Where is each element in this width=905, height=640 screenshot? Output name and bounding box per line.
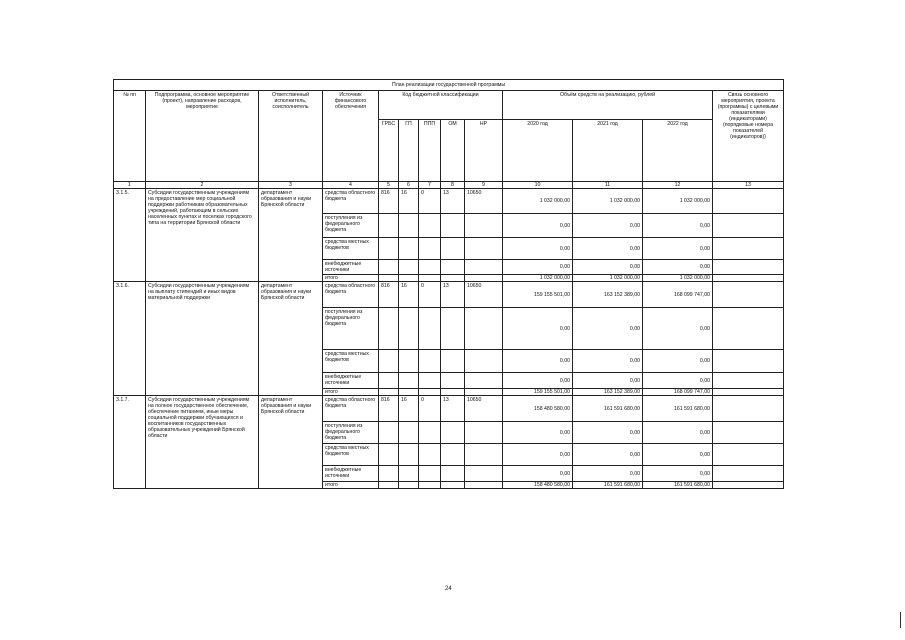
- code-grbs: [379, 373, 399, 389]
- indicator-link: [713, 214, 784, 238]
- code-gp: [399, 482, 419, 489]
- header-grbs: ГРБС: [379, 120, 399, 182]
- amount-2022: 1 032 000,00: [643, 189, 713, 214]
- code-gp: 16: [399, 189, 419, 214]
- amount-2022: 0,00: [643, 373, 713, 389]
- code-ppp: [419, 214, 441, 238]
- indicator-link: [713, 260, 784, 275]
- code-nr: [465, 373, 503, 389]
- source-extra: внебюджетные источники: [323, 373, 379, 389]
- code-gp: [399, 350, 419, 373]
- source-local: средства местных бюджетов: [323, 350, 379, 373]
- amount-2020: 0,00: [503, 214, 573, 238]
- code-ppp: [419, 482, 441, 489]
- amount-2021: 0,00: [573, 214, 643, 238]
- col-number: 13: [713, 182, 784, 189]
- col-number: 1: [114, 182, 146, 189]
- header-gp: ГП: [399, 120, 419, 182]
- source-local: средства местных бюджетов: [323, 238, 379, 260]
- code-om: [441, 350, 465, 373]
- code-ppp: 0: [419, 189, 441, 214]
- code-gp: [399, 466, 419, 482]
- code-nr: 10650: [465, 189, 503, 214]
- amount-2020: 159 155 501,00: [503, 282, 573, 308]
- code-nr: [465, 260, 503, 275]
- code-ppp: [419, 373, 441, 389]
- source-extra: внебюджетные источники: [323, 466, 379, 482]
- amount-2020: 1 032 000,00: [503, 275, 573, 282]
- source-total: итого: [323, 482, 379, 489]
- code-ppp: [419, 422, 441, 444]
- amount-2021: 0,00: [573, 373, 643, 389]
- code-grbs: [379, 466, 399, 482]
- code-ppp: [419, 238, 441, 260]
- code-om: 13: [441, 189, 465, 214]
- amount-2022: 1 032 000,00: [643, 275, 713, 282]
- amount-2021: 1 032 000,00: [573, 189, 643, 214]
- code-gp: [399, 308, 419, 350]
- code-nr: [465, 482, 503, 489]
- code-ppp: [419, 275, 441, 282]
- code-grbs: 816: [379, 282, 399, 308]
- amount-2022: 161 591 680,00: [643, 482, 713, 489]
- amount-2021: 163 152 389,00: [573, 282, 643, 308]
- col-number: 5: [379, 182, 399, 189]
- indicator-link: [713, 444, 784, 466]
- header-2022: 2022 год: [643, 120, 713, 182]
- code-grbs: [379, 260, 399, 275]
- col-number: 8: [441, 182, 465, 189]
- code-grbs: [379, 214, 399, 238]
- code-om: [441, 422, 465, 444]
- indicator-link: [713, 422, 784, 444]
- header-executor: Ответственный исполнитель, соисполнитель: [259, 91, 323, 182]
- source-regional: средства областного бюджета: [323, 282, 379, 308]
- executor: департамент образования и науки Брянской области: [259, 396, 323, 489]
- source-local: средства местных бюджетов: [323, 444, 379, 466]
- code-om: 13: [441, 282, 465, 308]
- indicator-link: [713, 389, 784, 396]
- code-ppp: [419, 260, 441, 275]
- row-number: 3.1.6.: [114, 282, 146, 396]
- header-nr: НР: [465, 120, 503, 182]
- code-nr: [465, 238, 503, 260]
- amount-2020: 158 480 580,00: [503, 482, 573, 489]
- amount-2020: 158 480 580,00: [503, 396, 573, 422]
- header-source: Источник финансового обеспечения: [323, 91, 379, 182]
- amount-2021: 0,00: [573, 444, 643, 466]
- page-number: 24: [445, 586, 452, 592]
- code-om: 13: [441, 396, 465, 422]
- measure-name: Субсидии государственным учреждениям на выплату стипендий и иных видов материальной поддержки: [146, 282, 259, 396]
- header-ppp: ППП: [419, 120, 441, 182]
- code-om: [441, 308, 465, 350]
- amount-2022: 0,00: [643, 260, 713, 275]
- col-number: 3: [259, 182, 323, 189]
- col-number: 2: [146, 182, 259, 189]
- code-nr: 10650: [465, 282, 503, 308]
- col-number: 10: [503, 182, 573, 189]
- measure-name: Субсидии государственным учреждениям на полное государственное обеспечение, обеспечение питанием, иные меры социальной поддержки обучающихся и воспитанников государственных образовательных учреждений Брянской области: [146, 396, 259, 489]
- amount-2021: 0,00: [573, 466, 643, 482]
- column-numbers-row: [114, 182, 784, 189]
- indicator-link: [713, 482, 784, 489]
- amount-2021: 1 032 000,00: [573, 275, 643, 282]
- amount-2022: 0,00: [643, 308, 713, 350]
- code-grbs: [379, 350, 399, 373]
- source-federal: поступления из федерального бюджета: [323, 308, 379, 350]
- amount-2021: 0,00: [573, 260, 643, 275]
- code-gp: [399, 275, 419, 282]
- code-gp: [399, 260, 419, 275]
- measure-name: Субсидии государственным учреждениям на предоставление мер социальной поддержки работникам образовательных учреждений, работающим в сельских населенных пунктах и поселках городского типа на территории Брянской области: [146, 189, 259, 282]
- plan-table: [113, 79, 784, 489]
- amount-2020: 159 155 501,00: [503, 389, 573, 396]
- amount-2020: 0,00: [503, 444, 573, 466]
- code-om: [441, 466, 465, 482]
- header-om: ОМ: [441, 120, 465, 182]
- code-om: [441, 389, 465, 396]
- code-gp: [399, 238, 419, 260]
- code-grbs: 816: [379, 396, 399, 422]
- amount-2022: 0,00: [643, 444, 713, 466]
- code-ppp: [419, 466, 441, 482]
- amount-2021: 0,00: [573, 238, 643, 260]
- code-nr: [465, 275, 503, 282]
- amount-2022: 0,00: [643, 214, 713, 238]
- col-number: 11: [573, 182, 643, 189]
- source-federal: поступления из федерального бюджета: [323, 214, 379, 238]
- indicator-link: [713, 396, 784, 422]
- code-gp: [399, 214, 419, 238]
- code-grbs: [379, 444, 399, 466]
- code-om: [441, 214, 465, 238]
- col-number: 12: [643, 182, 713, 189]
- header-link: Связь основного мероприятия, проекта (программы) с целевыми показателями (индикаторами) (порядковые номера показателей (индикаторов)): [713, 91, 784, 182]
- code-om: [441, 373, 465, 389]
- amount-2022: 0,00: [643, 350, 713, 373]
- code-ppp: [419, 308, 441, 350]
- code-gp: [399, 444, 419, 466]
- amount-2021: 0,00: [573, 350, 643, 373]
- code-grbs: [379, 308, 399, 350]
- code-nr: [465, 444, 503, 466]
- code-om: [441, 275, 465, 282]
- header-budget-code: Код бюджетной классификации: [379, 91, 503, 120]
- code-nr: [465, 389, 503, 396]
- executor: департамент образования и науки Брянской области: [259, 189, 323, 282]
- code-ppp: 0: [419, 396, 441, 422]
- code-om: [441, 444, 465, 466]
- header-num: № пп: [114, 91, 146, 182]
- source-total: итого: [323, 275, 379, 282]
- amount-2020: 0,00: [503, 373, 573, 389]
- amount-2020: 0,00: [503, 308, 573, 350]
- table-row: [114, 189, 784, 214]
- amount-2020: 0,00: [503, 422, 573, 444]
- col-number: 4: [323, 182, 379, 189]
- code-nr: [465, 466, 503, 482]
- amount-2021: 0,00: [573, 422, 643, 444]
- amount-2021: 161 591 680,00: [573, 396, 643, 422]
- code-grbs: [379, 482, 399, 489]
- row-number: 3.1.5.: [114, 189, 146, 282]
- code-nr: [465, 214, 503, 238]
- amount-2022: 0,00: [643, 238, 713, 260]
- amount-2020: 0,00: [503, 350, 573, 373]
- amount-2021: 0,00: [573, 308, 643, 350]
- col-number: 6: [399, 182, 419, 189]
- indicator-link: [713, 308, 784, 350]
- table-row: [114, 282, 784, 308]
- plan-table-sheet: [113, 79, 783, 489]
- source-regional: средства областного бюджета: [323, 189, 379, 214]
- code-grbs: [379, 238, 399, 260]
- table-row: [114, 396, 784, 422]
- source-total: итого: [323, 389, 379, 396]
- code-gp: [399, 389, 419, 396]
- code-nr: [465, 308, 503, 350]
- code-gp: 16: [399, 396, 419, 422]
- indicator-link: [713, 373, 784, 389]
- code-om: [441, 482, 465, 489]
- amount-2020: 0,00: [503, 466, 573, 482]
- amount-2022: 168 099 747,00: [643, 282, 713, 308]
- indicator-link: [713, 466, 784, 482]
- amount-2022: 0,00: [643, 466, 713, 482]
- code-om: [441, 260, 465, 275]
- scan-edge-mark: [900, 612, 901, 628]
- indicator-link: [713, 238, 784, 260]
- col-number: 9: [465, 182, 503, 189]
- code-grbs: [379, 422, 399, 444]
- indicator-link: [713, 282, 784, 308]
- code-ppp: 0: [419, 282, 441, 308]
- amount-2021: 163 152 389,00: [573, 389, 643, 396]
- code-ppp: [419, 444, 441, 466]
- code-ppp: [419, 389, 441, 396]
- col-number: 7: [419, 182, 441, 189]
- amount-2022: 161 591 680,00: [643, 396, 713, 422]
- code-nr: [465, 422, 503, 444]
- code-gp: 16: [399, 282, 419, 308]
- code-nr: [465, 350, 503, 373]
- executor: департамент образования и науки Брянской области: [259, 282, 323, 396]
- header-2020: 2020 год: [503, 120, 573, 182]
- source-regional: средства областного бюджета: [323, 396, 379, 422]
- code-nr: 10650: [465, 396, 503, 422]
- table-title: План реализации государственной программы: [114, 80, 784, 91]
- source-extra: внебюджетные источники: [323, 260, 379, 275]
- amount-2022: 168 099 747,00: [643, 389, 713, 396]
- amount-2020: 0,00: [503, 238, 573, 260]
- row-number: 3.1.7.: [114, 396, 146, 489]
- code-gp: [399, 373, 419, 389]
- indicator-link: [713, 275, 784, 282]
- amount-2020: 1 032 000,00: [503, 189, 573, 214]
- amount-2022: 0,00: [643, 422, 713, 444]
- indicator-link: [713, 189, 784, 214]
- code-om: [441, 238, 465, 260]
- code-ppp: [419, 350, 441, 373]
- header-2021: 2021 год: [573, 120, 643, 182]
- amount-2021: 161 591 680,00: [573, 482, 643, 489]
- source-federal: поступления из федерального бюджета: [323, 422, 379, 444]
- amount-2020: 0,00: [503, 260, 573, 275]
- code-grbs: [379, 275, 399, 282]
- code-grbs: [379, 389, 399, 396]
- header-volume: Объём средств на реализацию, рублей: [503, 91, 713, 120]
- code-gp: [399, 422, 419, 444]
- code-grbs: 816: [379, 189, 399, 214]
- header-program: Подпрограмма, основное мероприятие (проект), направление расходов, мероприятие: [146, 91, 259, 182]
- indicator-link: [713, 350, 784, 373]
